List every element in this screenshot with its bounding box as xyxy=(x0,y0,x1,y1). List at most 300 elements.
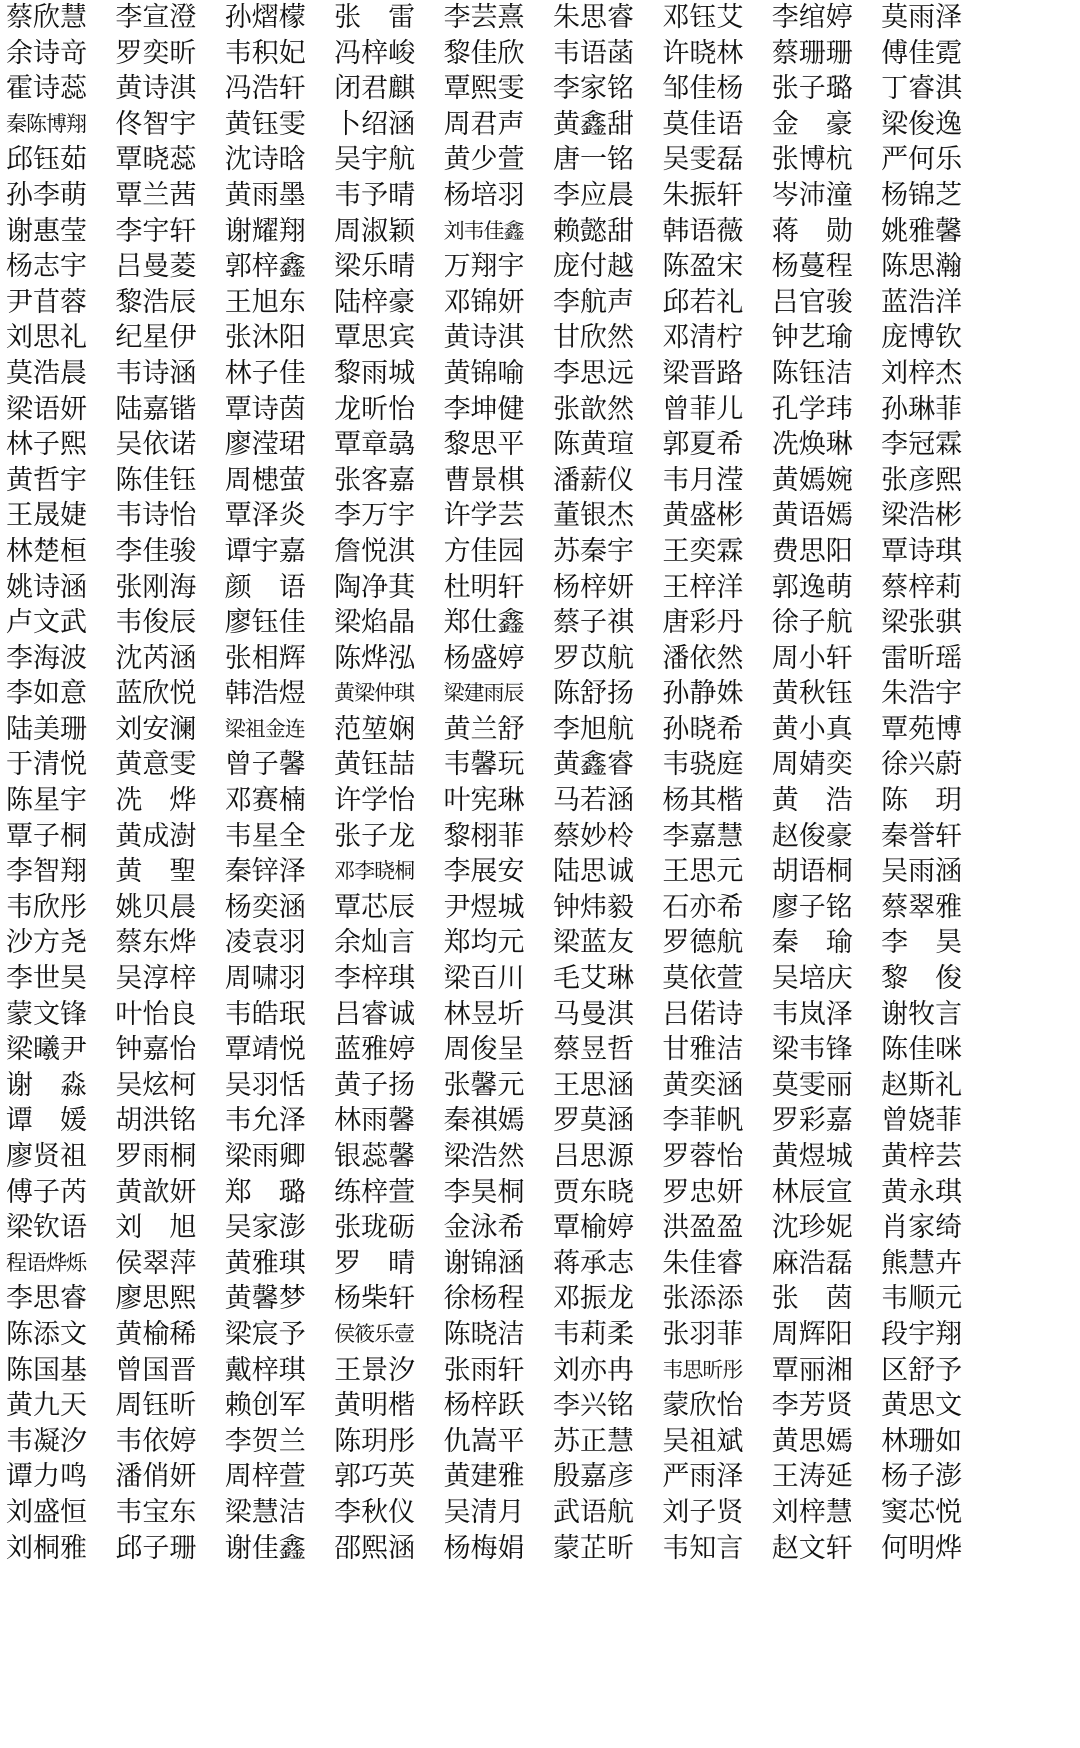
name-cell: 贾东晓 xyxy=(552,1176,634,1208)
roster-row xyxy=(6,925,1080,961)
name-cell: 李家铭 xyxy=(552,73,634,105)
name-cell: 黄雅琪 xyxy=(224,1247,306,1279)
name-cell: 陈玥彤 xyxy=(334,1425,416,1457)
name-cell: 莫雨泽 xyxy=(881,2,963,33)
name-cell: 朱佳睿 xyxy=(662,1247,744,1279)
name-cell: 黄 聖 xyxy=(115,856,197,888)
name-cell: 覃泽炎 xyxy=(224,500,306,532)
name-cell: 莫佳语 xyxy=(662,108,744,140)
name-cell: 王思涵 xyxy=(552,1069,634,1101)
name-cell: 陈佳咪 xyxy=(881,1034,963,1066)
name-cell: 黎栩菲 xyxy=(443,820,525,852)
name-cell: 雷昕瑶 xyxy=(881,642,963,674)
name-cell: 张添添 xyxy=(662,1283,744,1315)
name-cell: 谭力鸣 xyxy=(6,1461,87,1493)
roster-row xyxy=(6,783,1080,819)
name-cell: 梁韦锋 xyxy=(771,1034,853,1066)
name-cell: 张珑砺 xyxy=(334,1212,416,1244)
name-cell: 殷嘉彦 xyxy=(552,1461,634,1493)
name-cell: 赵斯礼 xyxy=(881,1069,963,1101)
name-cell: 刘梓杰 xyxy=(881,357,963,389)
name-cell: 郑 璐 xyxy=(224,1176,306,1208)
name-cell: 周钰昕 xyxy=(115,1390,197,1422)
name-cell: 梁张骐 xyxy=(881,607,963,639)
name-cell: 尹苜蓉 xyxy=(6,286,87,318)
name-cell: 邹佳杨 xyxy=(662,73,744,105)
name-cell: 莫雯丽 xyxy=(771,1069,853,1101)
name-cell: 邱钰茹 xyxy=(6,144,87,176)
name-cell: 郭梓鑫 xyxy=(224,251,306,283)
name-cell: 张羽菲 xyxy=(662,1318,744,1350)
name-cell: 赖创军 xyxy=(224,1390,306,1422)
name-cell: 王思元 xyxy=(662,856,744,888)
name-cell: 陆思诚 xyxy=(552,856,634,888)
roster-row xyxy=(6,605,1080,641)
name-cell: 陈 玥 xyxy=(881,785,963,817)
name-cell: 张子璐 xyxy=(771,73,853,105)
name-cell: 朱浩宇 xyxy=(881,678,963,710)
roster-row xyxy=(6,142,1080,178)
name-cell: 张沐阳 xyxy=(224,322,306,354)
name-cell: 吴雯磊 xyxy=(662,144,744,176)
name-cell: 覃熙雯 xyxy=(443,73,525,105)
name-cell: 韩浩煜 xyxy=(224,678,306,710)
name-cell: 廖子铭 xyxy=(771,891,853,923)
name-cell: 纪星伊 xyxy=(115,322,197,354)
name-cell: 詹悦淇 xyxy=(334,535,416,567)
name-cell: 吴清月 xyxy=(443,1496,525,1528)
name-cell: 石亦希 xyxy=(662,891,744,923)
name-cell: 覃丽湘 xyxy=(771,1354,853,1386)
name-cell: 胡语桐 xyxy=(771,856,853,888)
name-cell: 覃苑博 xyxy=(881,713,963,745)
name-cell: 韦星全 xyxy=(224,820,306,852)
name-cell: 韦依婷 xyxy=(115,1425,197,1457)
name-cell: 吴雨涵 xyxy=(881,856,963,888)
name-cell: 林楚桓 xyxy=(6,535,87,567)
name-cell: 余灿言 xyxy=(334,927,416,959)
name-cell: 何明烨 xyxy=(881,1532,963,1564)
name-cell: 孔学玮 xyxy=(771,393,853,425)
name-cell: 郭夏希 xyxy=(662,429,744,461)
name-cell: 韦宝东 xyxy=(115,1496,197,1528)
roster-row xyxy=(6,641,1080,677)
name-cell: 刘桐雅 xyxy=(6,1532,87,1564)
name-cell: 孙熠檬 xyxy=(224,2,306,33)
name-cell: 韦岚泽 xyxy=(771,998,853,1030)
name-cell: 黄鑫甜 xyxy=(552,108,634,140)
name-cell: 黄诗淇 xyxy=(115,73,197,105)
roster-row xyxy=(6,1424,1080,1460)
name-cell: 李绾婷 xyxy=(771,2,853,33)
name-cell: 邵熙涵 xyxy=(334,1532,416,1564)
name-cell: 黄子扬 xyxy=(334,1069,416,1101)
roster-row xyxy=(6,0,1080,36)
name-cell: 李宇轩 xyxy=(115,215,197,247)
name-cell: 蔡翠雅 xyxy=(881,891,963,923)
name-cell: 李芸熹 xyxy=(443,2,525,33)
name-cell: 黄雨墨 xyxy=(224,179,306,211)
name-cell: 覃诗茵 xyxy=(224,393,306,425)
roster-row xyxy=(6,71,1080,107)
name-cell: 马若涵 xyxy=(552,785,634,817)
name-cell: 叶宪琳 xyxy=(443,785,525,817)
name-cell: 韦欣彤 xyxy=(6,891,87,923)
name-cell: 李昊桐 xyxy=(443,1176,525,1208)
roster-row xyxy=(6,747,1080,783)
name-cell: 蔡昱哲 xyxy=(552,1034,634,1066)
name-cell: 黄梓芸 xyxy=(881,1141,963,1172)
name-cell: 郑均元 xyxy=(443,927,525,959)
name-cell: 朱振轩 xyxy=(662,179,744,211)
name-cell: 霍诗蕊 xyxy=(6,73,87,105)
name-cell: 韦语菡 xyxy=(552,37,634,69)
name-cell: 秦锌泽 xyxy=(224,856,306,888)
name-cell: 吕偌诗 xyxy=(662,998,744,1030)
name-cell: 周俊呈 xyxy=(443,1034,525,1066)
name-cell: 李梓琪 xyxy=(334,963,416,995)
roster-row xyxy=(6,427,1080,463)
name-cell: 刘思礼 xyxy=(6,322,87,354)
name-cell: 罗苡航 xyxy=(552,642,634,674)
name-cell: 谢惠莹 xyxy=(6,215,87,247)
name-cell: 张馨元 xyxy=(443,1069,525,1101)
name-cell: 赖懿甜 xyxy=(552,215,634,247)
name-cell: 邱若礼 xyxy=(662,286,744,318)
name-cell: 杨志宇 xyxy=(6,251,87,283)
name-cell: 韦馨玩 xyxy=(443,749,525,781)
name-cell: 叶怡良 xyxy=(115,998,197,1030)
name-cell: 黄奕涵 xyxy=(662,1069,744,1101)
name-cell: 周君声 xyxy=(443,108,525,140)
name-cell: 庞付越 xyxy=(552,251,634,283)
roster-row xyxy=(6,392,1080,428)
name-cell: 钟炜毅 xyxy=(552,891,634,923)
name-cell: 钟艺瑜 xyxy=(771,322,853,354)
name-cell: 张歆然 xyxy=(552,393,634,425)
name-cell: 武语航 xyxy=(552,1496,634,1528)
name-cell: 胡洪铭 xyxy=(115,1105,197,1137)
name-cell: 韦皓珉 xyxy=(224,998,306,1030)
roster-row xyxy=(6,534,1080,570)
name-cell: 覃榆婷 xyxy=(552,1212,634,1244)
name-cell: 杨培羽 xyxy=(443,179,525,211)
roster-row xyxy=(6,1531,1080,1567)
name-cell: 李如意 xyxy=(6,678,87,710)
name-cell: 王梓洋 xyxy=(662,571,744,603)
name-cell: 王奕霖 xyxy=(662,535,744,567)
name-cell: 郑仕鑫 xyxy=(443,607,525,639)
name-cell: 蔡珊珊 xyxy=(771,37,853,69)
name-cell: 梁焰晶 xyxy=(334,607,416,639)
name-cell: 张客嘉 xyxy=(334,464,416,496)
name-cell: 李坤健 xyxy=(443,393,525,425)
name-cell: 吕官骏 xyxy=(771,286,853,318)
name-cell: 梁蓝友 xyxy=(552,927,634,959)
name-cell: 傅佳霓 xyxy=(881,37,963,69)
name-cell: 黄鑫睿 xyxy=(552,749,634,781)
name-cell: 陈钰洁 xyxy=(771,357,853,389)
name-cell: 甘欣然 xyxy=(552,322,634,354)
name-cell: 方佳园 xyxy=(443,535,525,567)
name-cell: 罗蓉怡 xyxy=(662,1141,744,1172)
name-cell: 梁俊逸 xyxy=(881,108,963,140)
name-cell: 韦知言 xyxy=(662,1532,744,1564)
name-cell: 黄榆稀 xyxy=(115,1318,197,1350)
name-cell: 王景汐 xyxy=(334,1354,416,1386)
roster-row xyxy=(6,463,1080,499)
name-cell: 黎思平 xyxy=(443,429,525,461)
name-cell: 梁浩然 xyxy=(443,1141,525,1172)
name-cell: 佟智宇 xyxy=(115,108,197,140)
name-cell: 谭宇嘉 xyxy=(224,535,306,567)
roster-row xyxy=(6,890,1080,926)
roster-row xyxy=(6,1317,1080,1353)
name-cell: 曾国晋 xyxy=(115,1354,197,1386)
name-cell: 姚贝晨 xyxy=(115,891,197,923)
name-cell: 梁浩彬 xyxy=(881,500,963,532)
name-cell: 谢耀翔 xyxy=(224,215,306,247)
roster-row xyxy=(6,1353,1080,1389)
name-cell: 唐彩丹 xyxy=(662,607,744,639)
name-cell: 李思睿 xyxy=(6,1283,87,1315)
name-cell: 沈珍妮 xyxy=(771,1212,853,1244)
name-cell: 梁建雨辰 xyxy=(443,681,524,706)
name-cell: 冯梓峻 xyxy=(334,37,416,69)
name-cell: 李思远 xyxy=(552,357,634,389)
name-cell: 王涛延 xyxy=(771,1461,853,1493)
name-cell: 周小轩 xyxy=(771,642,853,674)
name-cell: 李海波 xyxy=(6,642,87,674)
name-cell: 林昱圻 xyxy=(443,998,525,1030)
name-cell: 吕思源 xyxy=(552,1141,634,1172)
roster-row xyxy=(6,249,1080,285)
name-cell: 杨子澎 xyxy=(881,1461,963,1493)
name-cell: 沙方尧 xyxy=(6,927,87,959)
name-cell: 曹景棋 xyxy=(443,464,525,496)
name-cell: 凌袁羽 xyxy=(224,927,306,959)
name-cell: 覃芯辰 xyxy=(334,891,416,923)
name-cell: 陈烨泓 xyxy=(334,642,416,674)
name-cell: 曾子馨 xyxy=(224,749,306,781)
name-cell: 陆美珊 xyxy=(6,713,87,745)
name-cell: 罗德航 xyxy=(662,927,744,959)
name-cell: 庞博钦 xyxy=(881,322,963,354)
name-cell: 李智翔 xyxy=(6,856,87,888)
name-cell: 陈黄瑄 xyxy=(552,429,634,461)
name-cell: 姚诗涵 xyxy=(6,571,87,603)
name-cell: 赵俊豪 xyxy=(771,820,853,852)
name-cell: 蓝雅婷 xyxy=(334,1034,416,1066)
name-cell: 邓李晓桐 xyxy=(334,859,415,884)
name-cell: 李兴铭 xyxy=(552,1390,634,1422)
name-cell: 苏秦宇 xyxy=(552,535,634,567)
name-cell: 韦诗怡 xyxy=(115,500,197,532)
roster-row xyxy=(6,854,1080,890)
name-cell: 杨梓跃 xyxy=(443,1390,525,1422)
name-cell: 周淑颖 xyxy=(334,215,416,247)
name-cell: 刘安澜 xyxy=(115,713,197,745)
name-cell: 黄明楷 xyxy=(334,1390,416,1422)
name-cell: 邓清柠 xyxy=(662,322,744,354)
name-cell: 黎浩辰 xyxy=(115,286,197,318)
name-cell: 黎雨城 xyxy=(334,357,416,389)
name-cell: 黎佳欣 xyxy=(443,37,525,69)
roster-row xyxy=(6,178,1080,214)
name-cell: 范堃娴 xyxy=(334,713,416,745)
name-cell: 黄诗淇 xyxy=(443,322,525,354)
name-cell: 梁慧洁 xyxy=(224,1496,306,1528)
name-cell: 黄思文 xyxy=(881,1390,963,1422)
name-cell: 严雨泽 xyxy=(662,1461,744,1493)
name-cell: 杨梅娟 xyxy=(443,1532,525,1564)
name-cell: 戴梓琪 xyxy=(224,1354,306,1386)
name-cell: 李秋仪 xyxy=(334,1496,416,1528)
name-cell: 李航声 xyxy=(552,286,634,318)
name-cell: 韦诗涵 xyxy=(115,357,197,389)
name-cell: 梁语妍 xyxy=(6,393,87,425)
name-cell: 李菲帆 xyxy=(662,1105,744,1137)
name-cell: 梁祖金连 xyxy=(224,716,305,741)
name-cell: 许学怡 xyxy=(334,785,416,817)
name-cell: 黄煜城 xyxy=(771,1141,853,1172)
roster-row xyxy=(6,1068,1080,1104)
name-cell: 唐一铭 xyxy=(552,144,634,176)
name-cell: 蒙文锋 xyxy=(6,998,87,1030)
name-cell: 许晓林 xyxy=(662,37,744,69)
name-cell: 郭巧英 xyxy=(334,1461,416,1493)
name-cell: 韦骁庭 xyxy=(662,749,744,781)
name-cell: 杜明轩 xyxy=(443,571,525,603)
name-cell: 蒙芷昕 xyxy=(552,1532,634,1564)
name-cell: 张 茵 xyxy=(771,1283,853,1315)
name-cell: 李贺兰 xyxy=(224,1425,306,1457)
name-cell: 孙琳菲 xyxy=(881,393,963,425)
name-cell: 韦顺元 xyxy=(881,1283,963,1315)
name-cell: 万翔宇 xyxy=(443,251,525,283)
name-cell: 孙静姝 xyxy=(662,678,744,710)
name-cell: 黄意雯 xyxy=(115,749,197,781)
name-cell: 周槵萤 xyxy=(224,464,306,496)
name-cell: 张博杭 xyxy=(771,144,853,176)
name-cell: 谢牧言 xyxy=(881,998,963,1030)
name-cell: 廖思熙 xyxy=(115,1283,197,1315)
name-cell: 陆梓豪 xyxy=(334,286,416,318)
name-cell: 覃思宾 xyxy=(334,322,416,354)
name-cell: 黄小真 xyxy=(771,713,853,745)
name-cell: 姚雅馨 xyxy=(881,215,963,247)
name-cell: 周辉阳 xyxy=(771,1318,853,1350)
name-cell: 梁雨卿 xyxy=(224,1141,306,1172)
name-cell: 潘俏妍 xyxy=(115,1461,197,1493)
name-cell: 廖贤祖 xyxy=(6,1141,87,1172)
name-cell: 余诗竒 xyxy=(6,37,87,69)
name-cell: 韦允泽 xyxy=(224,1105,306,1137)
name-cell: 蔡东烨 xyxy=(115,927,197,959)
name-cell: 黄秋钰 xyxy=(771,678,853,710)
name-cell: 李佳骏 xyxy=(115,535,197,567)
name-cell: 梁乐晴 xyxy=(334,251,416,283)
roster-row xyxy=(6,320,1080,356)
roster-row xyxy=(6,36,1080,72)
name-cell: 谭 媛 xyxy=(6,1105,87,1137)
name-cell: 费思阳 xyxy=(771,535,853,567)
roster-row xyxy=(6,1210,1080,1246)
name-cell: 林子熙 xyxy=(6,429,87,461)
name-cell: 徐子航 xyxy=(771,607,853,639)
name-cell: 黄兰舒 xyxy=(443,713,525,745)
name-cell: 覃诗琪 xyxy=(881,535,963,567)
name-cell: 吴淳梓 xyxy=(115,963,197,995)
roster-row xyxy=(6,1459,1080,1495)
name-cell: 邱子珊 xyxy=(115,1532,197,1564)
name-cell: 罗莫涵 xyxy=(552,1105,634,1137)
name-cell: 吴家澎 xyxy=(224,1212,306,1244)
name-cell: 冼焕琳 xyxy=(771,429,853,461)
name-cell: 苏正慧 xyxy=(552,1425,634,1457)
name-cell: 梁钦语 xyxy=(6,1212,87,1244)
name-cell: 于清悦 xyxy=(6,749,87,781)
name-cell: 徐杨程 xyxy=(443,1283,525,1315)
name-cell: 罗忠妍 xyxy=(662,1176,744,1208)
name-cell: 林子佳 xyxy=(224,357,306,389)
name-cell: 陈添文 xyxy=(6,1318,87,1350)
name-cell: 韦予晴 xyxy=(334,179,416,211)
name-cell: 郭逸萌 xyxy=(771,571,853,603)
name-cell: 吴依诺 xyxy=(115,429,197,461)
name-cell: 侯筱乐壹 xyxy=(334,1321,415,1346)
name-cell: 张刚海 xyxy=(115,571,197,603)
name-cell: 黄嫣婉 xyxy=(771,464,853,496)
name-cell: 韦俊辰 xyxy=(115,607,197,639)
name-cell: 韦思昕彤 xyxy=(662,1357,743,1382)
name-cell: 杨蔓程 xyxy=(771,251,853,283)
name-cell: 沈芮涵 xyxy=(115,642,197,674)
roster-row xyxy=(6,107,1080,143)
name-cell: 刘 旭 xyxy=(115,1212,197,1244)
name-cell: 邓赛楠 xyxy=(224,785,306,817)
roster-row xyxy=(6,1032,1080,1068)
name-cell: 李旭航 xyxy=(552,713,634,745)
name-cell: 李展安 xyxy=(443,856,525,888)
name-cell: 孙晓希 xyxy=(662,713,744,745)
name-cell: 金泳希 xyxy=(443,1212,525,1244)
name-cell: 曾菲儿 xyxy=(662,393,744,425)
name-cell: 黄 浩 xyxy=(771,785,853,817)
roster-row xyxy=(6,712,1080,748)
name-cell: 李 昊 xyxy=(881,927,963,959)
name-cell: 吴宇航 xyxy=(334,144,416,176)
name-cell: 陈思瀚 xyxy=(881,251,963,283)
name-cell: 杨盛婷 xyxy=(443,642,525,674)
name-cell: 孙李萌 xyxy=(6,179,87,211)
name-cell: 陆嘉锴 xyxy=(115,393,197,425)
name-cell: 董银杰 xyxy=(552,500,634,532)
name-cell: 闭君麒 xyxy=(334,73,416,105)
name-cell: 黄少萱 xyxy=(443,144,525,176)
name-cell: 黄思嫣 xyxy=(771,1425,853,1457)
name-cell: 梁晋路 xyxy=(662,357,744,389)
name-cell: 罗彩嘉 xyxy=(771,1105,853,1137)
name-cell: 窦芯悦 xyxy=(881,1496,963,1528)
name-cell: 罗雨桐 xyxy=(115,1141,197,1172)
name-cell: 吴祖斌 xyxy=(662,1425,744,1457)
name-cell: 邓钰艾 xyxy=(662,2,744,33)
name-cell: 邓锦妍 xyxy=(443,286,525,318)
name-cell: 张子龙 xyxy=(334,820,416,852)
name-cell: 罗奕昕 xyxy=(115,37,197,69)
name-cell: 卢文武 xyxy=(6,607,87,639)
